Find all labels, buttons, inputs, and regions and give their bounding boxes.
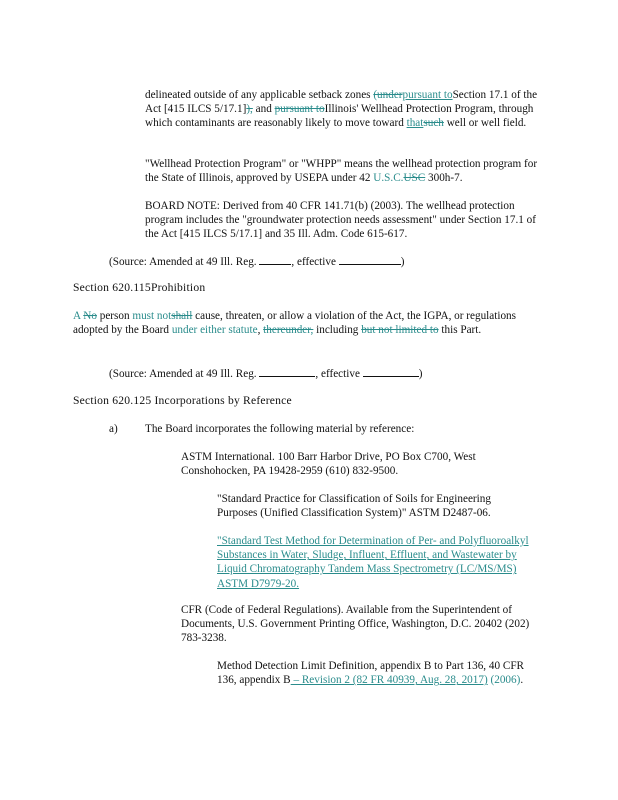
inserted-text: (2006)	[490, 674, 521, 687]
item-a-text	[145, 422, 543, 436]
inserted-text: "Standard Test Method for Determination of Per- and Polyfluoroalkyl Substances in Water, Sludge, Influent, Effluent, and Wastewater by Liquid Chromatography Tandem Mass Spectrometry (LC/MS/MS) ASTM D7979-20.	[217, 535, 529, 590]
astm-d7979-reference	[217, 534, 529, 591]
text: .	[520, 674, 524, 687]
text: )	[400, 256, 405, 268]
text: CFR (Code of Federal Regulations). Available from the Superintendent of Documents, U.S. Government Printing Office, Washington, D.C. 20402 (202) 783-3238.	[181, 604, 530, 645]
reg-blank	[259, 366, 315, 377]
mdl-reference	[217, 659, 537, 687]
text: ASTM International. 100 Barr Harbor Drive, PO Box C700, West Conshohocken, PA 19428-2959 (610) 832-9500.	[181, 451, 476, 478]
deleted-text: USC	[403, 172, 426, 185]
date-blank	[363, 366, 419, 377]
text: )	[418, 368, 423, 380]
section-title: Section 620.125 Incorporations by Reference	[73, 394, 292, 407]
text: , effective	[291, 256, 339, 268]
inserted-text: A	[73, 310, 84, 322]
text: , effective	[315, 368, 363, 380]
text: (Source: Amended at 49 Ill. Reg.	[109, 368, 260, 380]
reg-blank	[259, 254, 291, 265]
inserted-text: that	[406, 117, 424, 130]
deleted-text: thereunder,	[263, 324, 314, 337]
text: and	[252, 103, 275, 116]
text: Method Detection Limit Definition, appendix B to Part 136, 40 CFR 136, appendix B	[217, 660, 525, 687]
inserted-text: under either statute	[171, 324, 258, 337]
inserted-text: must not	[132, 310, 172, 322]
item-a-label	[109, 422, 149, 436]
board-note-paragraph	[145, 199, 543, 242]
inserted-text: pursuant to	[402, 89, 453, 101]
deleted-text: pursuant to	[274, 103, 325, 116]
inserted-text: U.S.C.	[373, 172, 404, 185]
text: delineated outside of any applicable setback zones	[145, 89, 374, 101]
text: 300h-7.	[425, 172, 463, 185]
inserted-text: – Revision 2 (82 FR 40939, Aug. 28, 2017)	[290, 674, 488, 687]
text: Section 17.1 of the Act [415 ILCS 5/17.1]	[145, 89, 538, 116]
text: this Part.	[438, 324, 482, 337]
section-number: Section 620.115	[73, 281, 151, 294]
deleted-text: such	[423, 117, 444, 130]
whpp-definition-paragraph	[145, 157, 543, 185]
section-620-115-heading	[73, 281, 543, 295]
prohibition-paragraph	[73, 309, 538, 337]
deleted-text: ),	[246, 103, 253, 116]
text: "Standard Practice for Classification of Soils for Engineering Purposes (Unified Classification System)" ASTM D2487-06.	[217, 493, 491, 520]
text: Illinois' Wellhead Protection Program, through which contaminants are reasonably likely to move toward	[145, 103, 534, 130]
source-note	[109, 254, 529, 269]
date-blank	[339, 254, 401, 265]
astm-d2487-reference	[217, 492, 517, 520]
text: ,	[257, 324, 264, 337]
deleted-text: No	[83, 310, 97, 322]
wellhead-area-paragraph	[145, 88, 543, 131]
section-title: Prohibition	[150, 281, 206, 294]
text: The Board incorporates the following material by reference:	[145, 423, 415, 435]
text: including	[313, 324, 362, 337]
deleted-text: but not limited to	[361, 324, 439, 337]
text: well or well field.	[443, 117, 527, 130]
text: (Source: Amended at 49 Ill. Reg.	[109, 256, 260, 268]
text: "Wellhead Protection Program" or "WHPP" means the wellhead protection program for the State of Illinois, approved by USEPA under 42	[145, 158, 538, 185]
deleted-text: (under	[373, 89, 403, 101]
astm-reference	[181, 450, 511, 478]
deleted-text: shall	[171, 310, 193, 322]
cfr-reference	[181, 603, 541, 646]
text: cause, threaten, or allow a violation of the Act, the IGPA, or regulations adopted by the Board	[73, 310, 517, 337]
section-620-125-heading	[73, 394, 543, 408]
text: person	[96, 310, 133, 322]
text: BOARD NOTE: Derived from 40 CFR 141.71(b) (2003). The wellhead protection program includes the "groundwater protection needs assessment" under Section 17.1 of the Act [415 ILCS 5/17.1] and 35 Ill. Adm. Code 615-617.	[145, 200, 536, 241]
source-note	[109, 366, 529, 381]
list-label: a)	[109, 423, 118, 435]
